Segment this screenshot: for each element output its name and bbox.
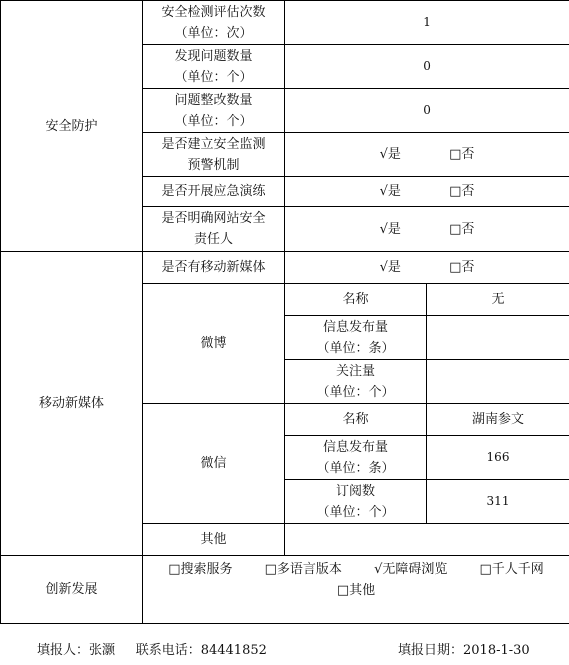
checkbox-personalized[interactable]: □千人千网 (479, 561, 544, 577)
weibo-posts-label: 信息发布量 （单位：条） (285, 316, 427, 360)
checkbox-no[interactable]: □否 (449, 147, 475, 162)
weibo-posts-value (427, 316, 569, 360)
checkbox-yes-checked[interactable]: √是 (379, 260, 401, 275)
choice-owner (285, 207, 569, 252)
weixin-posts-value: 166 (427, 436, 569, 480)
choice-monitoring (285, 133, 569, 177)
label-check-count: 安全检测评估次数 （单位：次） (143, 1, 285, 45)
checkbox-no[interactable]: □否 (449, 260, 475, 275)
reporter-label: 填报人： (37, 643, 90, 658)
checkbox-no[interactable]: □否 (449, 184, 475, 199)
value-issues-fixed: 0 (285, 89, 569, 133)
weixin-subs-label: 订阅数 （单位：个） (285, 480, 427, 524)
checkbox-accessibility-checked[interactable]: √无障碍浏览 (374, 561, 448, 577)
checkbox-yes-checked[interactable]: √是 (379, 221, 401, 237)
value-issues-found: 0 (285, 45, 569, 89)
section-media: 移动新媒体 (1, 252, 143, 556)
checkbox-no[interactable]: □否 (449, 221, 475, 237)
reporter-name: 张灏 (89, 643, 116, 658)
choice-drill (285, 177, 569, 207)
checkbox-other[interactable]: □其他 (336, 582, 376, 598)
weixin-name-value: 湖南参文 (427, 404, 569, 436)
choice-has-media (285, 252, 569, 284)
report-footer (0, 640, 569, 662)
weibo-name-label: 名称 (285, 284, 427, 316)
label-issues-fixed: 问题整改数量 （单位：个） (143, 89, 285, 133)
label-owner: 是否明确网站安全 责任人 (143, 207, 285, 252)
weibo-follow-value (427, 360, 569, 404)
phone-label: 联系电话： (135, 643, 201, 658)
phone-number: 84441852 (200, 643, 267, 658)
value-check-count: 1 (285, 1, 569, 45)
weixin-subs-value: 311 (427, 480, 569, 524)
label-monitoring: 是否建立安全监测 预警机制 (143, 133, 285, 177)
section-security: 安全防护 (1, 1, 143, 252)
weibo-follow-label: 关注量 （单位：个） (285, 360, 427, 404)
value-other-media (285, 524, 569, 556)
table-row (1, 252, 569, 284)
label-drill: 是否开展应急演练 (143, 177, 285, 207)
report-date: 2018-1-30 (463, 643, 530, 658)
checkbox-multilingual[interactable]: □多语言版本 (264, 561, 342, 577)
checkbox-search-service[interactable]: □搜索服务 (168, 561, 233, 577)
innovation-options (143, 556, 569, 624)
label-other-media: 其他 (143, 524, 285, 556)
weibo-name-value: 无 (427, 284, 569, 316)
weixin-name-label: 名称 (285, 404, 427, 436)
label-weixin: 微信 (143, 404, 285, 524)
section-innovation: 创新发展 (1, 556, 143, 624)
label-has-media: 是否有移动新媒体 (143, 252, 285, 284)
label-weibo: 微博 (143, 284, 285, 404)
table-row (1, 1, 569, 45)
label-issues-found: 发现问题数量 （单位：个） (143, 45, 285, 89)
table-row (1, 556, 569, 624)
date-label: 填报日期： (398, 643, 464, 658)
checkbox-yes-checked[interactable]: √是 (379, 184, 401, 199)
weixin-posts-label: 信息发布量 （单位：条） (285, 436, 427, 480)
checkbox-yes-checked[interactable]: √是 (379, 147, 401, 162)
